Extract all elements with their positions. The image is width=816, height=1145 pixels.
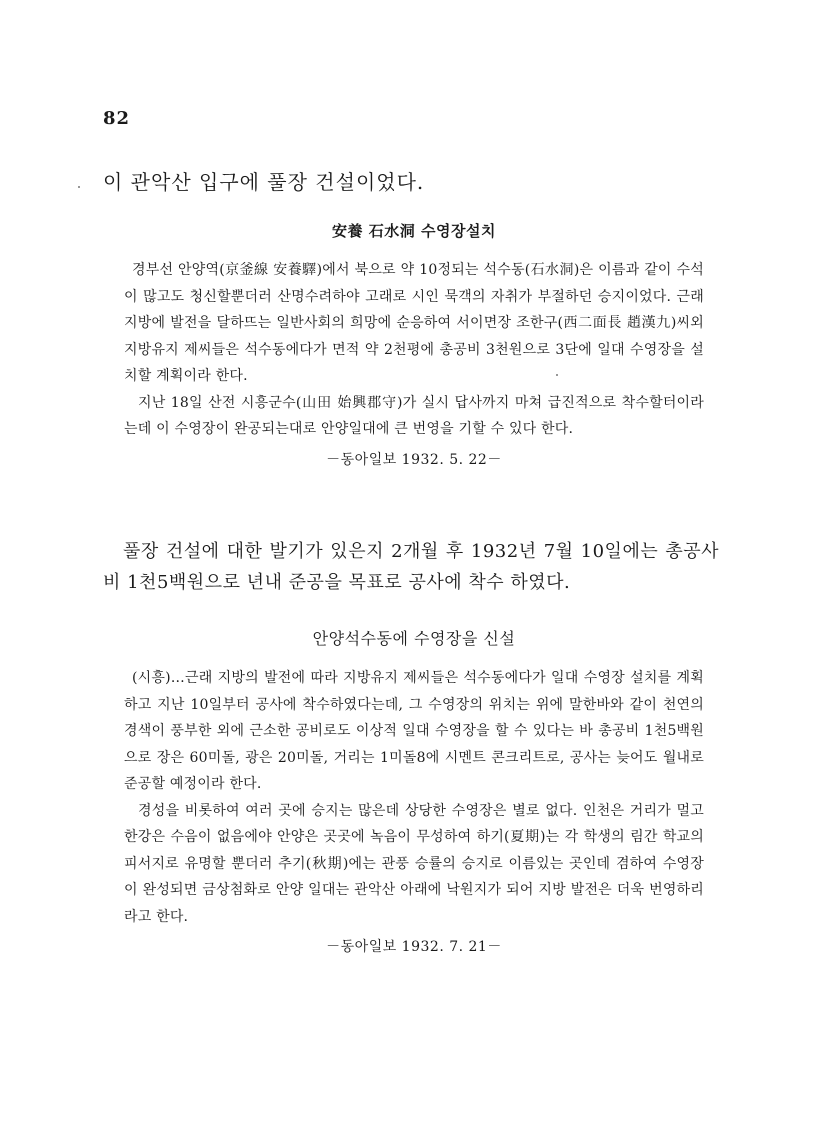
lead-text: 이 관악산 입구에 풀장 건설이었다. (103, 170, 425, 194)
scan-speck (556, 374, 558, 376)
article-2-headline: 안양석수동에 수영장을 신설 (312, 629, 516, 648)
article-1-source: －동아일보 1932. 5. 22－ (326, 451, 502, 468)
scan-speck (78, 186, 80, 188)
article-1-paragraph-2: 지난 18일 산전 시흥군수(山田 始興郡守)가 실시 답사까지 마쳐 급진적으로 착수할터이라는데 이 수영장이 완공되는대로 안양일대에 큰 번영을 기할 수 있다 한다. (124, 394, 704, 437)
interlude-paragraph: 풀장 건설에 대한 발기가 있은지 2개월 후 1932년 7월 10일에는 총공사비 1천5백원으로 년내 준공을 목표로 공사에 착수 하였다. (103, 541, 719, 593)
article-1-headline: 安養 石水洞 수영장설치 (332, 222, 496, 240)
article-2-paragraph-1: (시흥)…근래 지방의 발전에 따라 지방유지 제씨들은 석수동에다가 일대 수영장 설치를 계획하고 지난 10일부터 공사에 착수하였다는데, 그 수영장의 위치는 위에 말한바와 같이 천연의 경색이 풍부한 외에 근소한 공비로도 이상적 일대 수영장을 할 수 있다는 바 총공비 1천5백원으로 장은 60미돌, 광은 20미돌, 거리는 1미돌8에 시멘트 콘크리트로, 공사는 늦어도 월내로 준공할 예정이라 한다. (124, 670, 704, 792)
newspaper-article-1 (124, 220, 704, 469)
article-2-paragraph-2: 경성을 비롯하여 여러 곳에 승지는 많은데 상당한 수영장은 별로 없다. 인천은 거리가 멀고 한강은 수음이 없음에야 안양은 곳곳에 녹음이 무성하여 하기(夏期)는 각 학생의 림간 학교의 피서지로 유명할 뿐더러 추기(秋期)에는 관풍 승률의 승지로 이름있는 곳인데 겸하여 수영장이 완성되면 금상첨화로 안양 일대는 관악산 아래에 낙원지가 되어 지방 발전은 더욱 번영하리라고 한다. (124, 802, 704, 925)
newspaper-article-2 (124, 626, 704, 956)
article-2-source: －동아일보 1932. 7. 21－ (326, 939, 502, 955)
page-number: 82 (103, 108, 131, 129)
article-1-paragraph-1: 경부선 안양역(京釜線 安養驛)에서 북으로 약 10정되는 석수동(石水洞)은 이름과 같이 수석이 많고도 청신할뿐더러 산명수려하야 고래로 시인 묵객의 자취가 부절하던 승지이었다. 근래 지방에 발전을 달하뜨는 일반사회의 희망에 순응하여 서이면장 조한구(西二面長 趙漢九)씨외 지방유지 제씨들은 석수동에다가 면적 약 2천평에 총공비 3천원으로 3단에 일대 수영장을 설치할 계획이라 한다. (124, 262, 704, 384)
